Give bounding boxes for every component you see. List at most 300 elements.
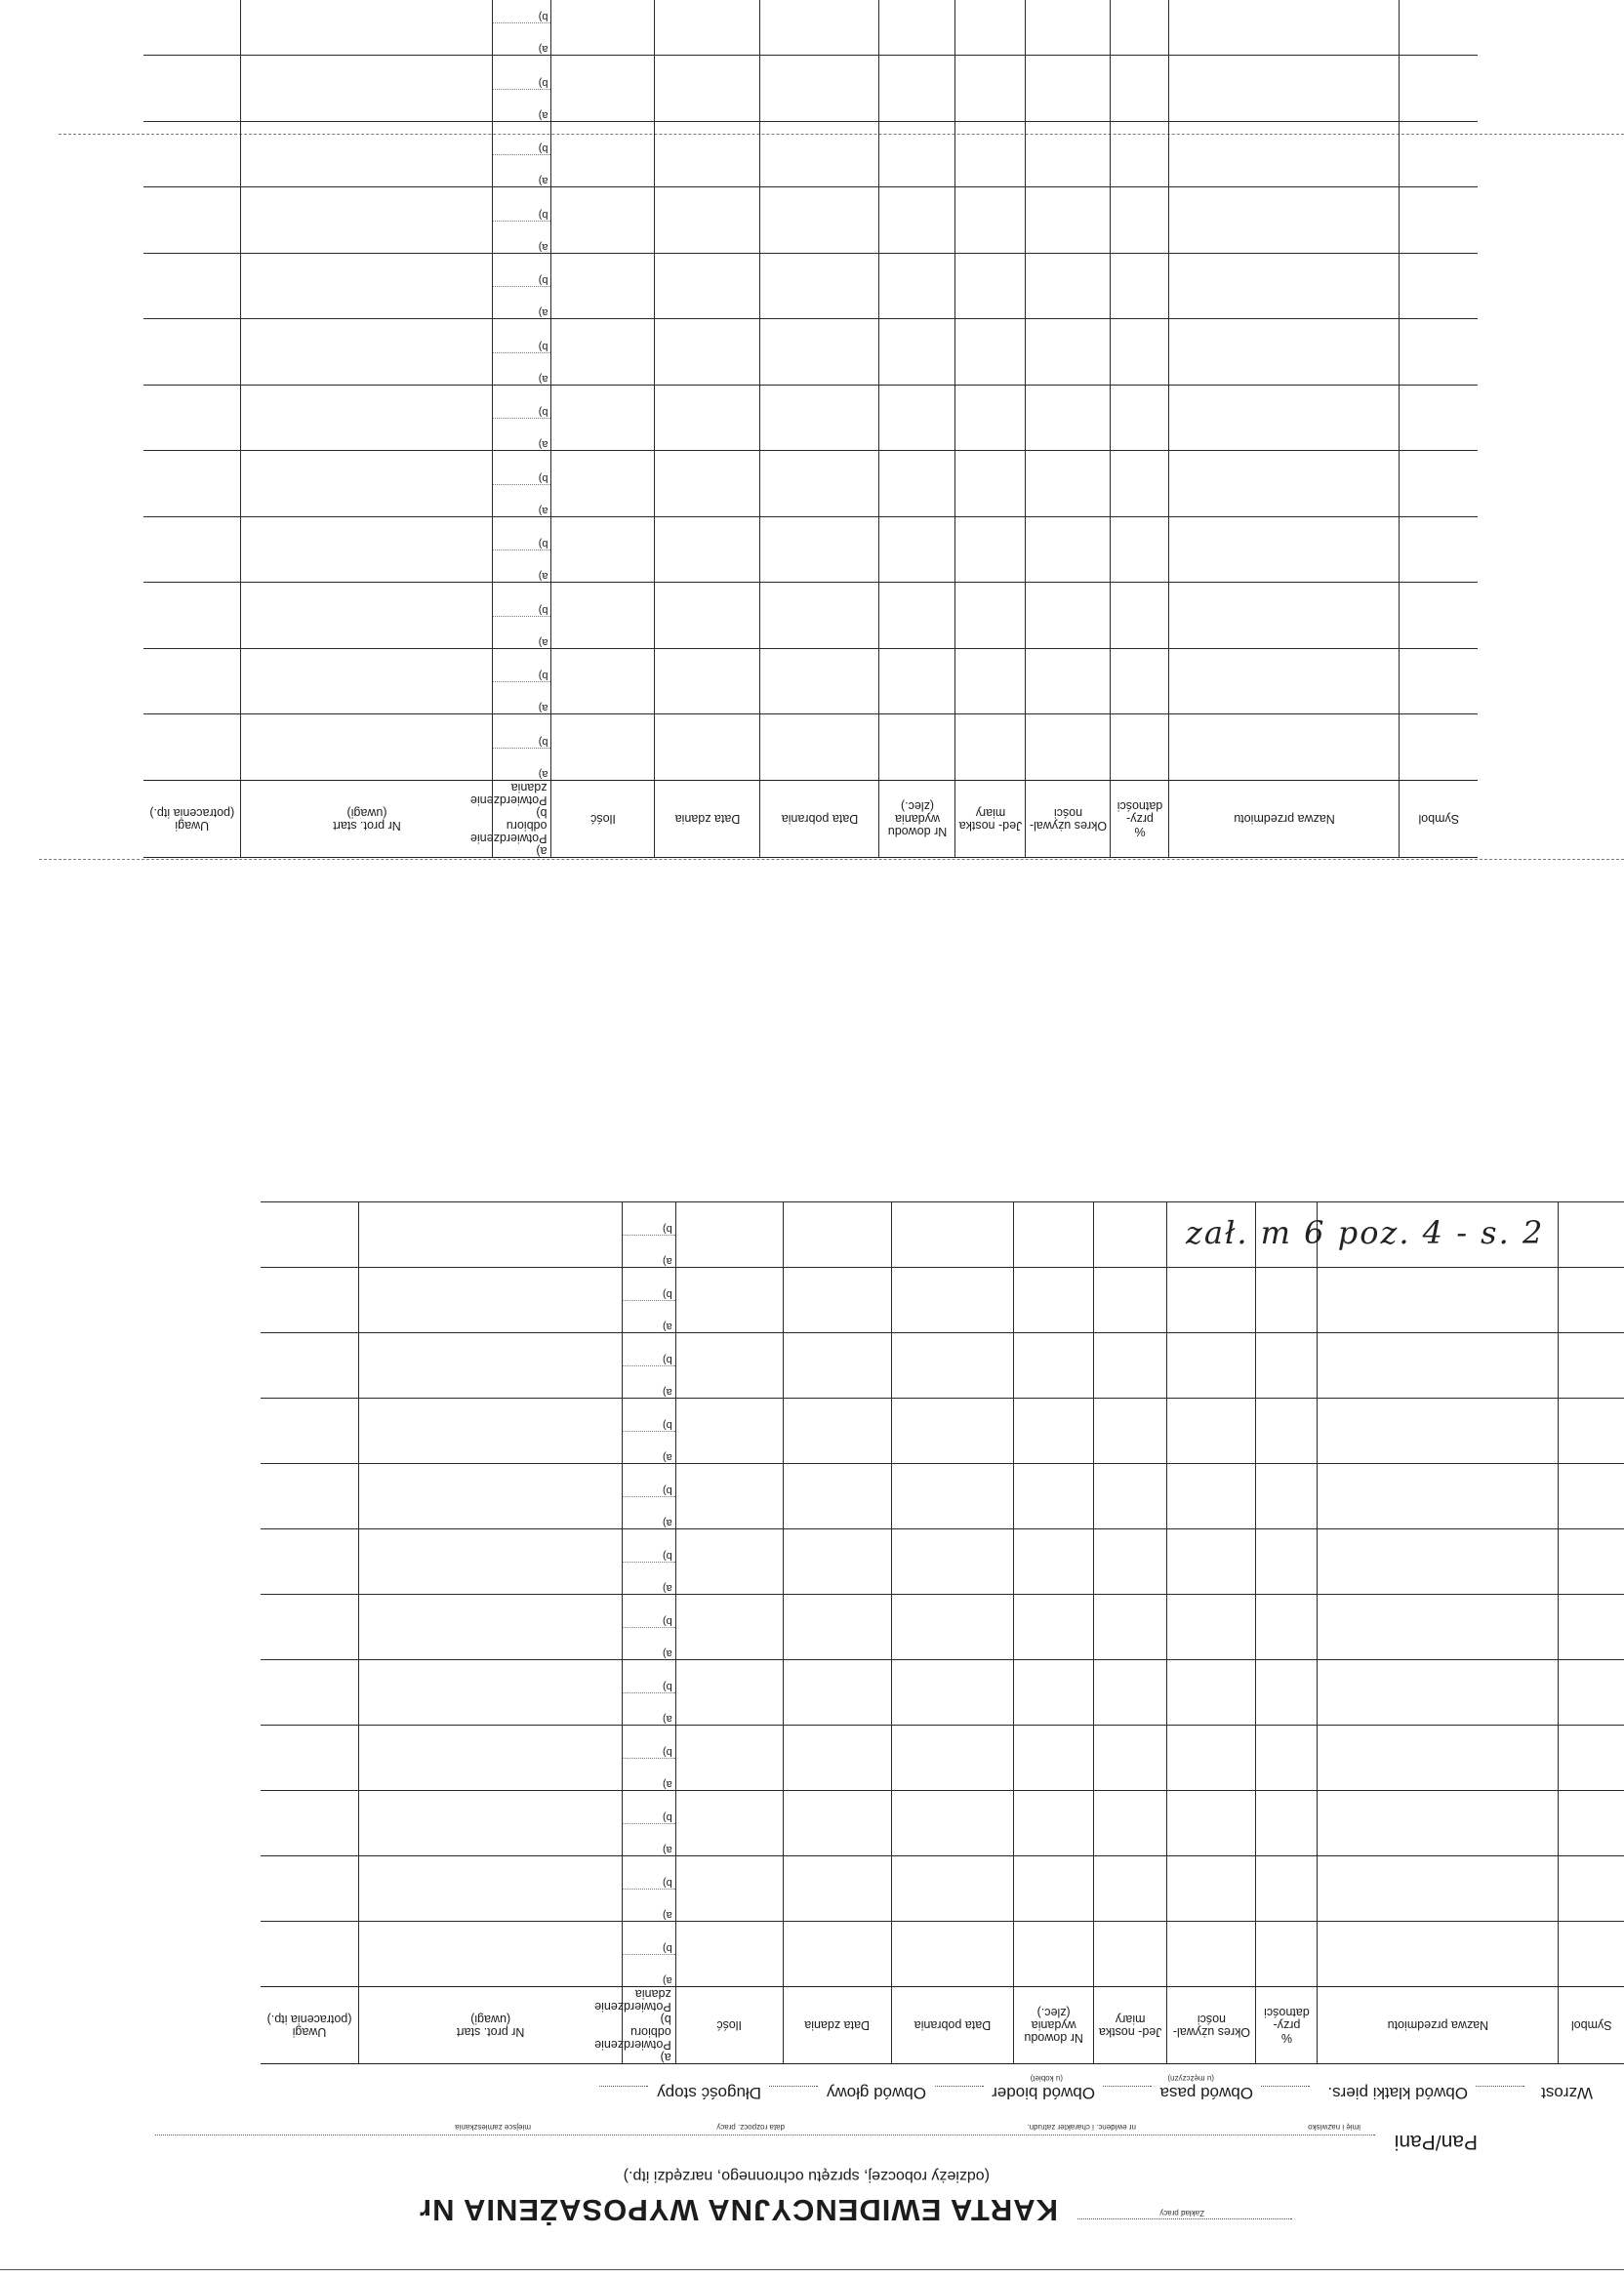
table-cell[interactable] (1026, 0, 1111, 56)
table-cell[interactable] (623, 1268, 675, 1333)
nr-dowodu-sub: (zlec.) (1036, 2006, 1071, 2020)
table-cell[interactable] (359, 1529, 623, 1595)
table-cell[interactable] (879, 254, 955, 320)
table-cell[interactable] (493, 517, 551, 584)
table-cell[interactable] (359, 1202, 623, 1268)
table-cell[interactable] (1094, 1399, 1167, 1464)
table-cell[interactable] (783, 1399, 891, 1464)
table-cell[interactable] (143, 583, 241, 649)
table-cell[interactable] (783, 1202, 891, 1268)
table-cell[interactable] (1014, 1595, 1094, 1660)
table-cell[interactable] (1014, 1268, 1094, 1333)
table-cell[interactable] (241, 0, 493, 56)
table-cell[interactable] (760, 319, 879, 386)
table-cell[interactable] (1169, 56, 1400, 122)
table-cell[interactable] (623, 1333, 675, 1399)
table-cell[interactable] (551, 56, 655, 122)
table-cell[interactable] (891, 1529, 1014, 1595)
table-cell[interactable] (675, 1399, 783, 1464)
table-cell[interactable] (675, 1268, 783, 1333)
table-cell[interactable] (1559, 1856, 1624, 1922)
table-cell[interactable] (143, 714, 241, 781)
table-cell[interactable] (551, 187, 655, 254)
table-cell[interactable] (143, 187, 241, 254)
table-cell[interactable] (261, 1464, 359, 1529)
table-cell[interactable] (783, 1268, 891, 1333)
table-cell[interactable] (1111, 649, 1169, 715)
table-cell[interactable] (551, 451, 655, 517)
table-cell[interactable] (1014, 1791, 1094, 1856)
table-cell[interactable] (1256, 1856, 1318, 1922)
table-cell[interactable] (675, 1660, 783, 1726)
table-cell[interactable] (1014, 1399, 1094, 1464)
table-cell[interactable] (675, 1791, 783, 1856)
table-cell[interactable] (1169, 649, 1400, 715)
table-cell[interactable] (955, 56, 1026, 122)
table-cell[interactable] (1111, 122, 1169, 188)
table-cell[interactable] (955, 187, 1026, 254)
table-cell[interactable] (1256, 1529, 1318, 1595)
table-cell[interactable] (241, 517, 493, 584)
table-cell[interactable] (891, 1726, 1014, 1791)
table-cell[interactable] (359, 1399, 623, 1464)
table-cell[interactable] (1026, 187, 1111, 254)
table-cell[interactable] (891, 1791, 1014, 1856)
table-cell[interactable] (655, 187, 760, 254)
table-cell[interactable] (261, 1202, 359, 1268)
table-cell[interactable] (1256, 1268, 1318, 1333)
table-cell[interactable] (1400, 254, 1478, 320)
mark-b: b) (538, 406, 548, 419)
table-cell[interactable] (261, 1726, 359, 1791)
table-cell[interactable] (955, 649, 1026, 715)
table-cell[interactable] (1169, 122, 1400, 188)
table-cell[interactable] (261, 1529, 359, 1595)
table-cell[interactable] (955, 583, 1026, 649)
table-cell[interactable] (891, 1333, 1014, 1399)
table-cell[interactable] (879, 386, 955, 452)
table-cell[interactable] (1169, 517, 1400, 584)
table-cell[interactable] (493, 319, 551, 386)
table-cell[interactable] (359, 1595, 623, 1660)
table-cell[interactable] (493, 649, 551, 715)
table-cell[interactable] (143, 56, 241, 122)
table-cell[interactable] (783, 1791, 891, 1856)
table-cell[interactable] (143, 649, 241, 715)
table-cell[interactable] (1167, 1595, 1256, 1660)
table-cell[interactable] (783, 1595, 891, 1660)
table-cell[interactable] (1559, 1660, 1624, 1726)
table-cell[interactable] (1014, 1333, 1094, 1399)
table-cell[interactable] (551, 122, 655, 188)
table-cell[interactable] (623, 1856, 675, 1922)
table-cell[interactable] (955, 254, 1026, 320)
table-cell[interactable] (655, 583, 760, 649)
table-cell[interactable] (879, 187, 955, 254)
table-cell[interactable] (1559, 1595, 1624, 1660)
table-cell[interactable] (655, 517, 760, 584)
table-cell[interactable] (879, 56, 955, 122)
table-cell[interactable] (655, 451, 760, 517)
table-cell[interactable] (493, 187, 551, 254)
wzrost-field[interactable] (1476, 2086, 1524, 2087)
table-cell[interactable] (1014, 1726, 1094, 1791)
table-cell[interactable] (1559, 1791, 1624, 1856)
table-cell[interactable] (891, 1464, 1014, 1529)
table-cell[interactable] (1256, 1660, 1318, 1726)
table-cell[interactable] (1559, 1922, 1624, 1987)
table-cell[interactable] (955, 386, 1026, 452)
table-cell[interactable] (261, 1399, 359, 1464)
table-cell[interactable] (493, 0, 551, 56)
table-cell[interactable] (783, 1333, 891, 1399)
table-cell[interactable] (1014, 1202, 1094, 1268)
table-cell[interactable] (1559, 1333, 1624, 1399)
table-cell[interactable] (1400, 714, 1478, 781)
table-cell[interactable] (1014, 1529, 1094, 1595)
table-cell[interactable] (879, 583, 955, 649)
table-cell[interactable] (1111, 187, 1169, 254)
table-cell[interactable] (1400, 517, 1478, 584)
table-cell[interactable] (1169, 254, 1400, 320)
table-cell[interactable] (879, 714, 955, 781)
table-cell[interactable] (1559, 1202, 1624, 1268)
table-cell[interactable] (1111, 386, 1169, 452)
table-cell[interactable] (879, 517, 955, 584)
table-cell[interactable] (143, 319, 241, 386)
table-cell[interactable] (1094, 1660, 1167, 1726)
table-cell[interactable] (783, 1856, 891, 1922)
table-cell[interactable] (623, 1791, 675, 1856)
table-cell[interactable] (655, 649, 760, 715)
table-cell[interactable] (1094, 1333, 1167, 1399)
table-cell[interactable] (1167, 1856, 1256, 1922)
table-cell[interactable] (623, 1529, 675, 1595)
table-cell[interactable] (1026, 583, 1111, 649)
table-cell[interactable] (675, 1856, 783, 1922)
mark-a: a) (494, 748, 551, 780)
table-cell[interactable] (1094, 1791, 1167, 1856)
table-cell[interactable] (1400, 56, 1478, 122)
table-cell[interactable] (1014, 1464, 1094, 1529)
table-cell[interactable] (241, 386, 493, 452)
mark-a: a) (494, 549, 551, 582)
table-cell[interactable] (760, 56, 879, 122)
table-cell[interactable] (623, 1726, 675, 1791)
table-cell[interactable] (783, 1529, 891, 1595)
table-cell[interactable] (891, 1595, 1014, 1660)
table-cell[interactable] (241, 122, 493, 188)
table-cell[interactable] (1094, 1202, 1167, 1268)
table-cell[interactable] (1169, 187, 1400, 254)
table-cell[interactable] (1026, 714, 1111, 781)
table-cell[interactable] (1094, 1856, 1167, 1922)
table-cell[interactable] (1169, 583, 1400, 649)
table-cell[interactable] (760, 714, 879, 781)
table-cell[interactable] (955, 0, 1026, 56)
table-cell[interactable] (241, 649, 493, 715)
table-cell[interactable] (493, 451, 551, 517)
table-cell[interactable] (1014, 1922, 1094, 1987)
table-cell[interactable] (760, 254, 879, 320)
table-cell[interactable] (675, 1202, 783, 1268)
table-cell[interactable] (879, 319, 955, 386)
table-cell[interactable] (143, 254, 241, 320)
table-cell[interactable] (1400, 386, 1478, 452)
table-cell[interactable] (675, 1922, 783, 1987)
table-cell[interactable] (891, 1202, 1014, 1268)
table-cell[interactable] (1111, 0, 1169, 56)
table-cell[interactable] (1026, 122, 1111, 188)
table-cell[interactable] (675, 1726, 783, 1791)
table-cell[interactable] (783, 1660, 891, 1726)
table-cell[interactable] (1094, 1922, 1167, 1987)
table-cell[interactable] (655, 254, 760, 320)
table-cell[interactable] (1026, 254, 1111, 320)
table-cell[interactable] (359, 1726, 623, 1791)
table-cell[interactable] (891, 1399, 1014, 1464)
table-cell[interactable] (891, 1856, 1014, 1922)
table-cell[interactable] (1318, 1268, 1559, 1333)
table-cell[interactable] (1026, 386, 1111, 452)
table-cell[interactable] (1318, 1333, 1559, 1399)
table-cell[interactable] (879, 122, 955, 188)
table-cell[interactable] (623, 1202, 675, 1268)
table-cell[interactable] (1167, 1333, 1256, 1399)
table-cell[interactable] (1400, 187, 1478, 254)
table-cell[interactable] (1256, 1595, 1318, 1660)
obwod-pasa-field[interactable] (1103, 2086, 1152, 2087)
table-cell[interactable] (493, 714, 551, 781)
table-cell[interactable] (1167, 1464, 1256, 1529)
table-cell[interactable] (1167, 1791, 1256, 1856)
table-cell[interactable] (955, 319, 1026, 386)
table-cell[interactable] (551, 583, 655, 649)
table-cell[interactable] (891, 1268, 1014, 1333)
table-cell[interactable] (1094, 1726, 1167, 1791)
table-cell[interactable] (359, 1333, 623, 1399)
table-cell[interactable] (760, 451, 879, 517)
table-cell[interactable] (891, 1922, 1014, 1987)
table-cell[interactable] (955, 517, 1026, 584)
table-cell[interactable] (241, 187, 493, 254)
table-cell[interactable] (1169, 451, 1400, 517)
table-cell[interactable] (760, 0, 879, 56)
table-cell[interactable] (493, 386, 551, 452)
table-cell[interactable] (1111, 583, 1169, 649)
table-cell[interactable] (1167, 1660, 1256, 1726)
table-cell[interactable] (1256, 1726, 1318, 1791)
table-cell[interactable] (241, 56, 493, 122)
table-cell[interactable] (1318, 1660, 1559, 1726)
table-cell[interactable] (1559, 1399, 1624, 1464)
table-cell[interactable] (760, 386, 879, 452)
table-cell[interactable] (359, 1268, 623, 1333)
table-cell[interactable] (241, 714, 493, 781)
table-cell[interactable] (1026, 319, 1111, 386)
obwod-klatki-field[interactable] (1261, 2086, 1310, 2087)
table-cell[interactable] (1026, 451, 1111, 517)
table-cell[interactable] (1256, 1791, 1318, 1856)
table-cell[interactable] (241, 319, 493, 386)
table-cell[interactable] (1400, 649, 1478, 715)
table-cell[interactable] (493, 254, 551, 320)
table-cell[interactable] (493, 583, 551, 649)
table-cell[interactable] (955, 714, 1026, 781)
table-cell[interactable] (1167, 1922, 1256, 1987)
table-cell[interactable] (1318, 1726, 1559, 1791)
imie-nazwisko-field[interactable] (155, 2135, 1375, 2136)
table-cell[interactable] (1559, 1529, 1624, 1595)
table-cell[interactable] (760, 187, 879, 254)
table-cell[interactable] (1400, 451, 1478, 517)
table-cell[interactable] (1318, 1399, 1559, 1464)
table-cell[interactable] (1559, 1268, 1624, 1333)
table-cell[interactable] (760, 649, 879, 715)
table-cell[interactable] (261, 1856, 359, 1922)
dlugosc-stopy-field[interactable] (599, 2086, 648, 2087)
table-cell[interactable] (261, 1791, 359, 1856)
table-cell[interactable] (1111, 319, 1169, 386)
table-cell[interactable] (879, 0, 955, 56)
table-cell[interactable] (1400, 583, 1478, 649)
table-cell[interactable] (879, 451, 955, 517)
table-cell[interactable] (493, 122, 551, 188)
zaklad-pracy-field[interactable] (1077, 2218, 1292, 2219)
table-cell[interactable] (655, 56, 760, 122)
table-cell[interactable] (1167, 1726, 1256, 1791)
table-cell[interactable] (1256, 1333, 1318, 1399)
table-cell[interactable] (655, 122, 760, 188)
table-cell[interactable] (1400, 122, 1478, 188)
table-cell[interactable] (1256, 1399, 1318, 1464)
table-cell[interactable] (1026, 517, 1111, 584)
table-cell[interactable] (1318, 1922, 1559, 1987)
table-cell[interactable] (760, 122, 879, 188)
obwod-glowy-field[interactable] (769, 2086, 818, 2087)
table-cell[interactable] (760, 583, 879, 649)
table-cell[interactable] (359, 1791, 623, 1856)
table-cell[interactable] (1559, 1726, 1624, 1791)
table-cell[interactable] (1167, 1529, 1256, 1595)
table-cell[interactable] (1318, 1464, 1559, 1529)
table-cell[interactable] (1318, 1791, 1559, 1856)
table-cell[interactable] (261, 1922, 359, 1987)
table-cell[interactable] (359, 1922, 623, 1987)
table-cell[interactable] (143, 0, 241, 56)
table-cell[interactable] (955, 451, 1026, 517)
table-cell[interactable] (623, 1595, 675, 1660)
table-cell[interactable] (551, 386, 655, 452)
table-cell[interactable] (655, 386, 760, 452)
table-cell[interactable] (1256, 1464, 1318, 1529)
table-row (154, 1399, 1624, 1464)
table-cell[interactable] (261, 1333, 359, 1399)
table-cell[interactable] (551, 714, 655, 781)
table-cell[interactable] (879, 649, 955, 715)
table-cell[interactable] (359, 1856, 623, 1922)
table-cell[interactable] (143, 451, 241, 517)
table-cell[interactable] (1256, 1922, 1318, 1987)
table-cell[interactable] (1559, 1464, 1624, 1529)
table-cell[interactable] (623, 1922, 675, 1987)
table-cell[interactable] (359, 1660, 623, 1726)
table-cell[interactable] (675, 1595, 783, 1660)
table-cell[interactable] (655, 0, 760, 56)
table-cell[interactable] (675, 1464, 783, 1529)
table-cell[interactable] (493, 56, 551, 122)
table-cell[interactable] (1318, 1856, 1559, 1922)
table-cell[interactable] (783, 1922, 891, 1987)
table-cell[interactable] (1318, 1595, 1559, 1660)
table-cell[interactable] (1169, 386, 1400, 452)
table-cell[interactable] (1026, 56, 1111, 122)
table-cell[interactable] (655, 319, 760, 386)
table-cell[interactable] (261, 1268, 359, 1333)
table-cell[interactable] (1400, 0, 1478, 56)
table-cell[interactable] (783, 1726, 891, 1791)
table-cell[interactable] (1111, 517, 1169, 584)
table-cell[interactable] (1014, 1856, 1094, 1922)
table-cell[interactable] (1167, 1268, 1256, 1333)
table-cell[interactable] (1400, 319, 1478, 386)
table-cell[interactable] (1169, 319, 1400, 386)
table-cell[interactable] (1014, 1660, 1094, 1726)
table-cell[interactable] (551, 319, 655, 386)
table-cell[interactable] (1094, 1529, 1167, 1595)
table-cell[interactable] (1094, 1268, 1167, 1333)
table-cell[interactable] (143, 517, 241, 584)
table-cell[interactable] (623, 1399, 675, 1464)
table-cell[interactable] (1167, 1399, 1256, 1464)
table-cell[interactable] (143, 122, 241, 188)
table-cell[interactable] (359, 1464, 623, 1529)
header-data-pobrania: Data pobrania (760, 781, 879, 858)
table-cell[interactable] (1094, 1464, 1167, 1529)
table-cell[interactable] (1094, 1595, 1167, 1660)
table-cell[interactable] (551, 0, 655, 56)
table-cell[interactable] (623, 1464, 675, 1529)
table-cell[interactable] (1111, 254, 1169, 320)
table-cell[interactable] (1111, 451, 1169, 517)
obwod-bioder-field[interactable] (935, 2086, 984, 2087)
table-cell[interactable] (1318, 1529, 1559, 1595)
table-cell[interactable] (675, 1333, 783, 1399)
table-cell[interactable] (551, 254, 655, 320)
table-cell[interactable] (1026, 649, 1111, 715)
mark-b: b) (662, 1550, 672, 1562)
table-cell[interactable] (261, 1595, 359, 1660)
table-cell[interactable] (655, 714, 760, 781)
table-cell[interactable] (143, 386, 241, 452)
table-cell[interactable] (891, 1660, 1014, 1726)
table-cell[interactable] (783, 1464, 891, 1529)
table-cell[interactable] (760, 517, 879, 584)
table-cell[interactable] (1169, 0, 1400, 56)
table-cell[interactable] (1169, 714, 1400, 781)
table-cell[interactable] (623, 1660, 675, 1726)
table-cell[interactable] (675, 1529, 783, 1595)
table-cell[interactable] (241, 451, 493, 517)
table-cell[interactable] (955, 122, 1026, 188)
table-cell[interactable] (551, 649, 655, 715)
table-cell[interactable] (241, 254, 493, 320)
table-cell[interactable] (1111, 56, 1169, 122)
table-cell[interactable] (261, 1660, 359, 1726)
table-cell[interactable] (241, 583, 493, 649)
table-cell[interactable] (1111, 714, 1169, 781)
table-cell[interactable] (551, 517, 655, 584)
